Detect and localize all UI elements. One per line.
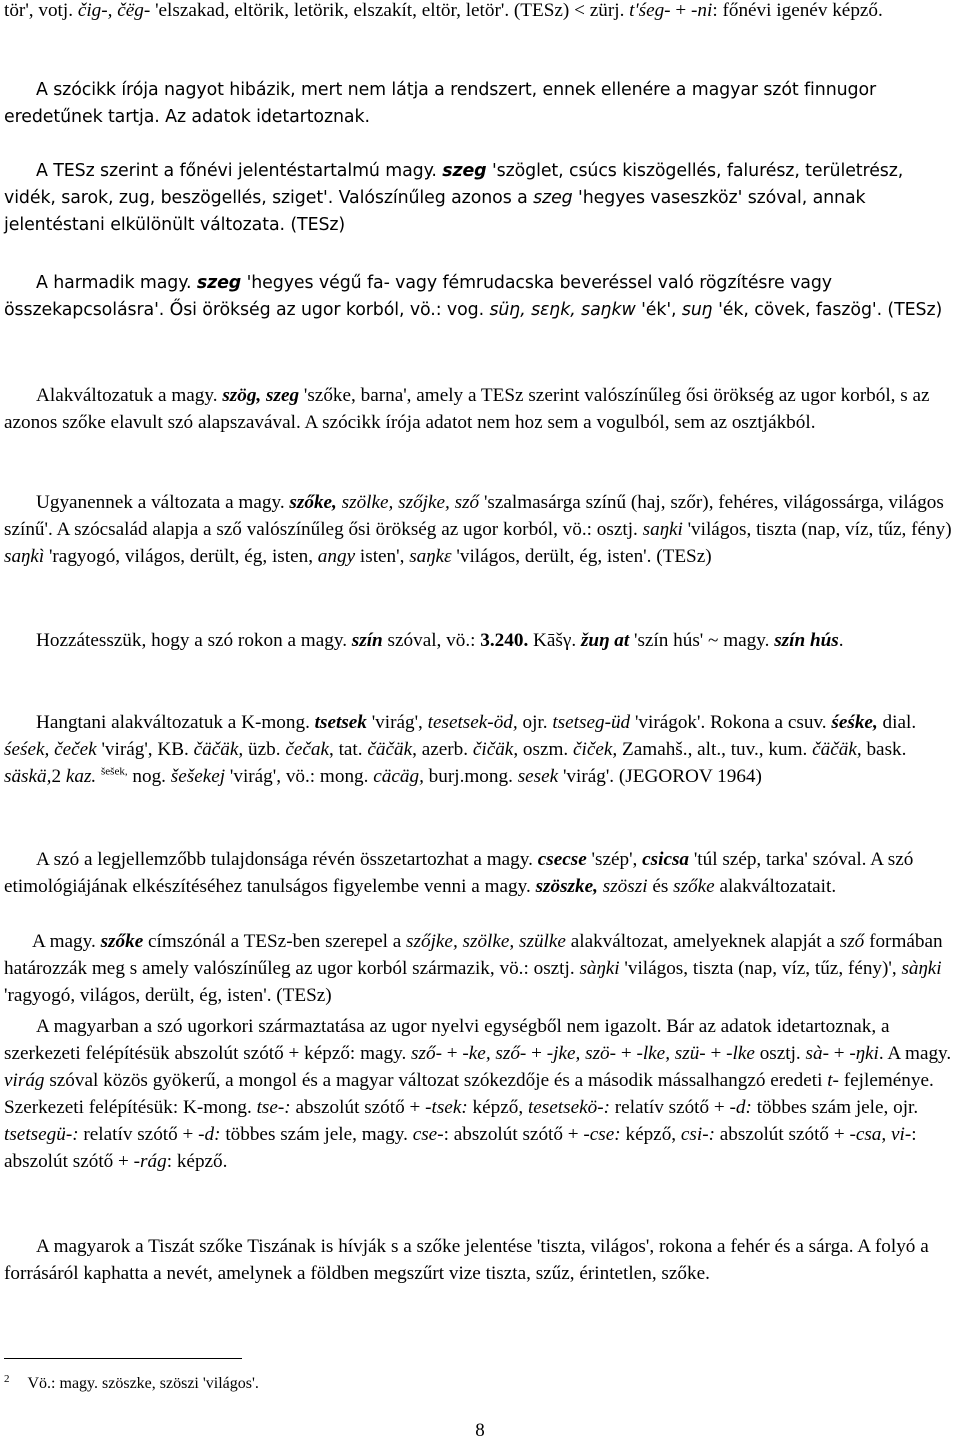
paragraph-7: Hozzátesszük, hogy a szó rokon a magy. szín szóval, vö.: 3.240. Kāšγ. žuŋ at 'szín hús' ~ magy. szín hús. [36, 630, 844, 651]
footnote-number: 2 [4, 1373, 10, 1385]
paragraph-8: Hangtani alakváltozatuk a K-mong. tsetsek 'virág', tesetsek-öd, ojr. tsetseg-üd 'virágok'. Rokona a csuv. śeśke, dial. śeśek, čeček 'virág', KB. čäčäk, üzb. čečak, tat. čäčäk, azerb. čičäk, oszm. čiček, Zamahš., alt., tuv., kum. čäčäk, bask. säskä,2 kaz. $^{šešek,}$ nog. šešekej 'virág', vö.: mong. cäcäg, burj.mong. sesek 'virág'. (JEGOROV 1964) [4, 712, 917, 787]
footnote: $^2$ Vö.: magy. szöszke, szöszi 'világos'. [4, 1373, 259, 1392]
paragraph-6: Ugyanennek a változata a magy. szőke, szölke, szőjke, sző 'szalmasárga színű (haj, szőr), fehéres, világossárga, világos színű'. A szócsalád alapja a sző valószínűleg ősi örökség az ugor korból, vö.: osztj. saŋki 'világos, tiszta (nap, víz, tűz, fény) saŋkì 'ragyogó, világos, derült, ég, isten, angy isten', saŋkε 'világos, derült, ég, isten'. (TESz) [4, 492, 952, 567]
paragraph-5: Alakváltozatuk a magy. szög, szeg 'szőke, barna', amely a TESz szerint valószínűleg ősi örökség az ugor korból, s az azonos szőke elavult szó alapszavával. A szócikk írója adatot nem hoz sem a vogulból, sem az osztjákból. [4, 385, 930, 433]
paragraph-2: A szócikk írója nagyot hibázik, mert nem látja a rendszert, ennek ellenére a magyar szót finnugor eredetűnek tartja. Az adatok idetartoznak. [4, 80, 877, 127]
paragraph-11: A magyarban a szó ugorkori származtatása az ugor nyelvi egységből nem igazolt. Bár az adatok idetartoznak, a szerkezeti felépítésük abszolút szótő + képző: magy. sző- + -ke, sző- + -jke, szö- + -lke, szü- + -lke osztj. sà- + -ŋki. A magy. virág szóval közös gyökerű, a mongol és a magyar változat szókezdője és a második mássalhangzó eredeti t- fejleménye. Szerkezeti felépítésük: K-mong. tse-: abszolút szótő + -tsek: képző, tesetsekö-: relatív szótő + -d: többes szám jele, ojr. tsetsegü-: relatív szótő + -d: többes szám jele, magy. cse-: abszolút szótő + -cse: képző, csi-: abszolút szótő + -csa, vi-: abszolút szótő + -rág: képző. [4, 1016, 952, 1172]
paragraph-4: A harmadik magy. szeg 'hegyes végű fa- vagy fémrudacska beveréssel való rögzítésre vagy összekapcsolásra'. Ősi örökség az ugor korból, vö.: vog. süŋ, sεŋk, saŋkw 'ék', suŋ 'ék, cövek, faszög'. (TESz) [4, 273, 943, 320]
paragraph-1: tör', votj. čig-, čëg- 'elszakad, eltörik, letörik, elszakít, eltör, letör'. (TESz) < zürj. t'śeg- + -ni: főnévi igenév képző. [4, 0, 883, 21]
paragraph-12: A magyarok a Tiszát szőke Tiszának is hívják s a szőke jelentése 'tiszta, világos', rokona a fehér és a sárga. A folyó a forrásáról kaphatta a nevét, amelynek a földben megszűrt vize tiszta, szűz, érintetlen, szőke. [4, 1236, 929, 1284]
footnote-divider [4, 1358, 242, 1359]
paragraph-9: A szó a legjellemzőbb tulajdonsága révén összetartozhat a magy. csecse 'szép', csicsa 'túl szép, tarka' szóval. A szó etimológiájának elkészítéséhez tanulságos figyelembe venni a magy. szöszke, szöszi és szőke alakváltozatait. [4, 849, 914, 897]
paragraph-3: A TESz szerint a főnévi jelentéstartalmú magy. szeg 'szöglet, csúcs kiszögellés, falurész, területrész, vidék, sarok, zug, beszögellés, sziget'. Valószínűleg azonos a szeg 'hegyes vaseszköz' szóval, annak jelentéstani elkülönült változata. (TESz) [4, 161, 904, 235]
paragraph-10: A magy. szőke címszónál a TESz-ben szerepel a szőjke, szölke, szülke alakváltozat, amelyeknek alapját a sző formában határozzák meg s amely valószínűleg az ugor korból származik, vö.: osztj. sàŋki 'világos, tiszta (nap, víz, tűz, fény)', sàŋki 'ragyogó, világos, derült, ég, isten'. (TESz) [4, 931, 943, 1006]
page-number: 8 [475, 1420, 485, 1441]
